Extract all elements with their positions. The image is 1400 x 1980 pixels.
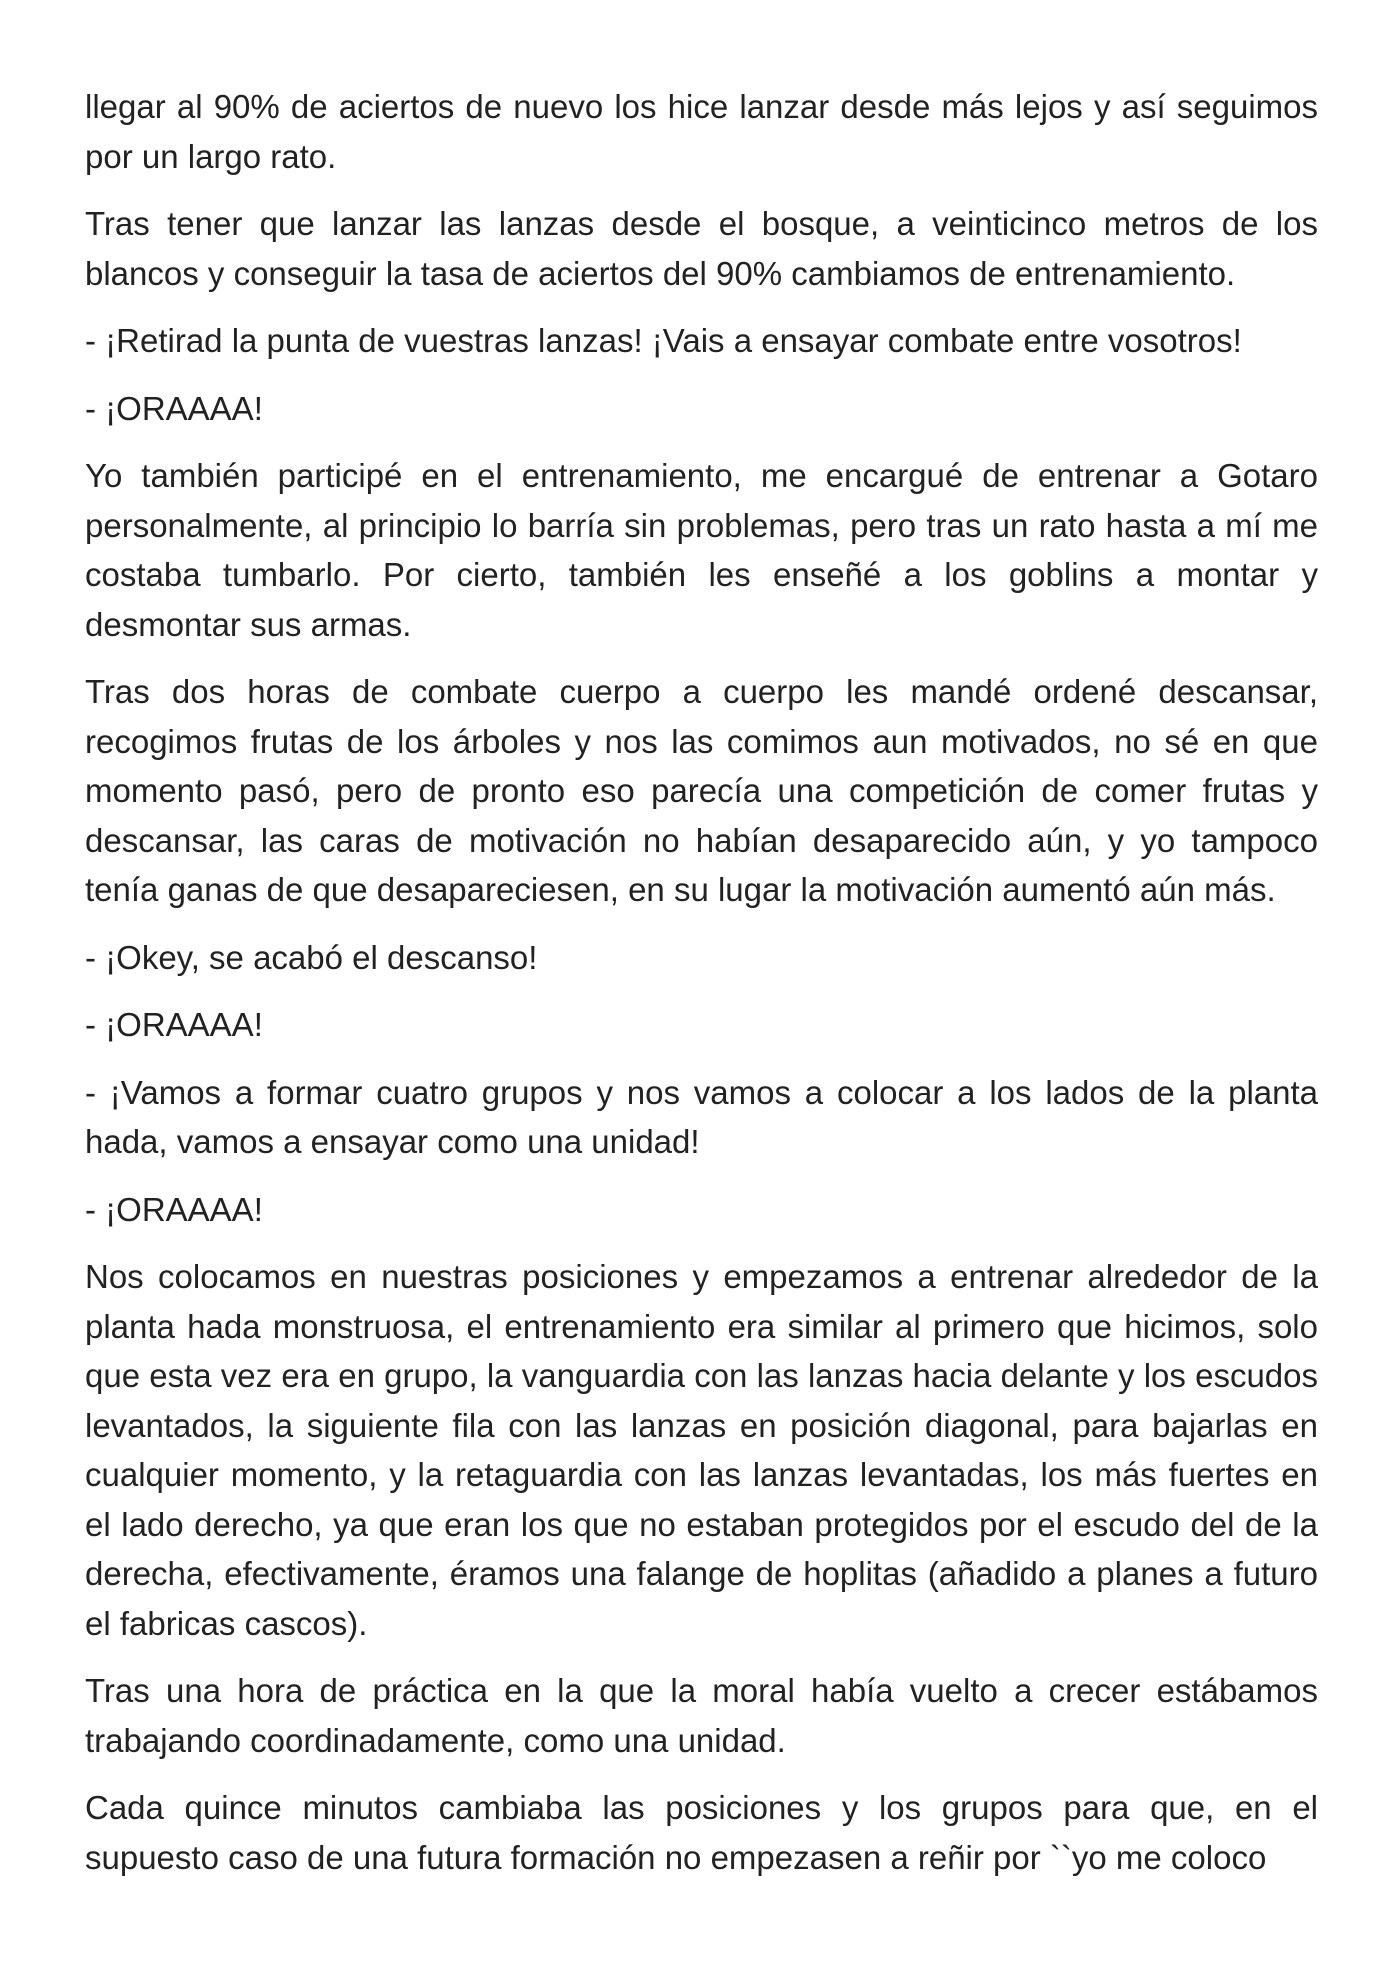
paragraph: Nos colocamos en nuestras posiciones y empezamos a entrenar alrededor de la planta hada monstruosa, el entrenamiento era similar al primero que hicimos, solo que esta vez era en grupo, la vanguardia con las lanzas hacia delante y los escudos levantados, la siguiente fila con las lanzas en posición diagonal, para bajarlas en cualquier momento, y la retaguardia con las lanzas levantadas, los más fuertes en el lado derecho, ya que eran los que no estaban protegidos por el escudo del de la derecha, efectivamente, éramos una falange de hoplitas (añadido a planes a futuro el fabricas cascos).: [85, 1258, 1318, 1642]
paragraph: Tras dos horas de combate cuerpo a cuerpo les mandé ordené descansar, recogimos frutas de los árboles y nos las comimos aun motivados, no sé en que momento pasó, pero de pronto eso parecía una competición de comer frutas y descansar, las caras de motivación no habían desaparecido aún, y yo tampoco tenía ganas de que desapareciesen, en su lugar la motivación aumentó aún más.: [85, 673, 1318, 908]
dialogue-line: - ¡ORAAAA!: [85, 389, 263, 427]
document-page: [85, 82, 1318, 1900]
dialogue-line: - ¡Retirad la punta de vuestras lanzas! ¡Vais a ensayar combate entre vosotros!: [85, 322, 1242, 359]
paragraph: Tras tener que lanzar las lanzas desde el bosque, a veinticinco metros de los blancos y conseguir la tasa de aciertos del 90% cambiamos de entrenamiento.: [85, 205, 1318, 292]
dialogue-line: - ¡Okey, se acabó el descanso!: [85, 938, 538, 976]
paragraph: Yo también participé en el entrenamiento, me encargué de entrenar a Gotaro personalmente, al principio lo barría sin problemas, pero tras un rato hasta a mí me costaba tumbarlo. Por cierto, también les enseñé a los goblins a montar y desmontar sus armas.: [85, 457, 1318, 643]
dialogue-line: - ¡ORAAAA!: [85, 1190, 263, 1228]
paragraph: Cada quince minutos cambiaba las posiciones y los grupos para que, en el supuesto caso de una futura formación no empezasen a reñir por ``yo me coloco: [85, 1789, 1318, 1876]
dialogue-line: - ¡ORAAAA!: [85, 1006, 263, 1043]
paragraph: Tras una hora de práctica en la que la moral había vuelto a crecer estábamos trabajando coordinadamente, como una unidad.: [85, 1672, 1318, 1759]
dialogue-paragraph: - ¡Vamos a formar cuatro grupos y nos vamos a colocar a los lados de la planta hada, vamos a ensayar como una unidad!: [85, 1073, 1318, 1160]
paragraph: llegar al 90% de aciertos de nuevo los hice lanzar desde más lejos y así seguimos por un largo rato.: [85, 88, 1318, 175]
